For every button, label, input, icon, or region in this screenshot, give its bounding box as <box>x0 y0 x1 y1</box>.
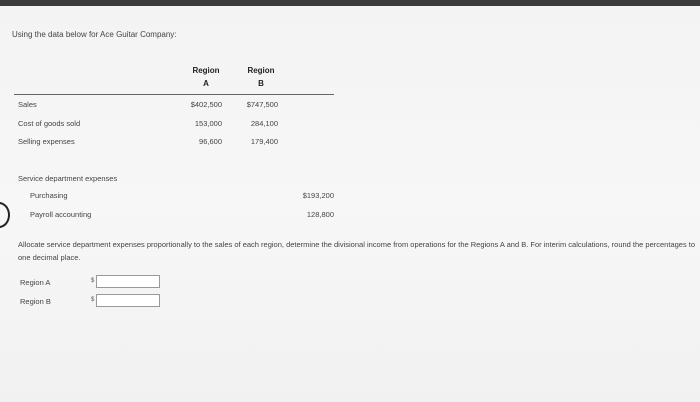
column-header-region-b-line2: B <box>258 79 264 88</box>
currency-symbol-region-a: $ <box>91 278 95 284</box>
row-label-sales: Sales <box>18 100 37 109</box>
sales-region-b: $747,500 <box>246 100 278 109</box>
service-value-purchasing: $193,200 <box>302 191 334 200</box>
selling-expenses-region-a: 96,600 <box>199 137 222 146</box>
answer-label-region-b: Region B <box>20 297 51 306</box>
cogs-region-b: 284,100 <box>250 119 278 128</box>
service-value-payroll-accounting: 128,800 <box>306 210 334 219</box>
problem-sheet <box>0 6 700 402</box>
row-label-cost-of-goods-sold: Cost of goods sold <box>18 119 81 128</box>
service-item-purchasing: Purchasing <box>30 191 68 200</box>
region-a-income-input[interactable] <box>96 275 160 288</box>
column-header-region-a <box>186 64 226 90</box>
column-header-region-b <box>240 64 282 90</box>
table-header-divider <box>14 94 334 95</box>
sales-region-a: $402,500 <box>190 100 222 109</box>
currency-symbol-region-b: $ <box>91 297 95 303</box>
region-b-income-input[interactable] <box>96 294 160 307</box>
service-item-payroll-accounting: Payroll accounting <box>30 210 92 219</box>
selling-expenses-region-b: 179,400 <box>250 137 278 146</box>
problem-intro: Using the data below for Ace Guitar Company: <box>12 30 177 39</box>
service-department-heading: Service department expenses <box>18 174 118 183</box>
column-header-region-a-line2: A <box>203 79 209 88</box>
column-header-region-a-line1: Region <box>192 66 220 75</box>
row-label-selling-expenses: Selling expenses <box>18 137 75 146</box>
cogs-region-a: 153,000 <box>194 119 222 128</box>
answer-label-region-a: Region A <box>20 278 51 287</box>
instructions-text: Allocate service department expenses proportionally to the sales of each region, determine the divisional income from operations for the Regions A and B. For interim calculations, round the percentages to one decimal place. <box>18 240 696 262</box>
column-header-region-b-line1: Region <box>247 66 275 75</box>
